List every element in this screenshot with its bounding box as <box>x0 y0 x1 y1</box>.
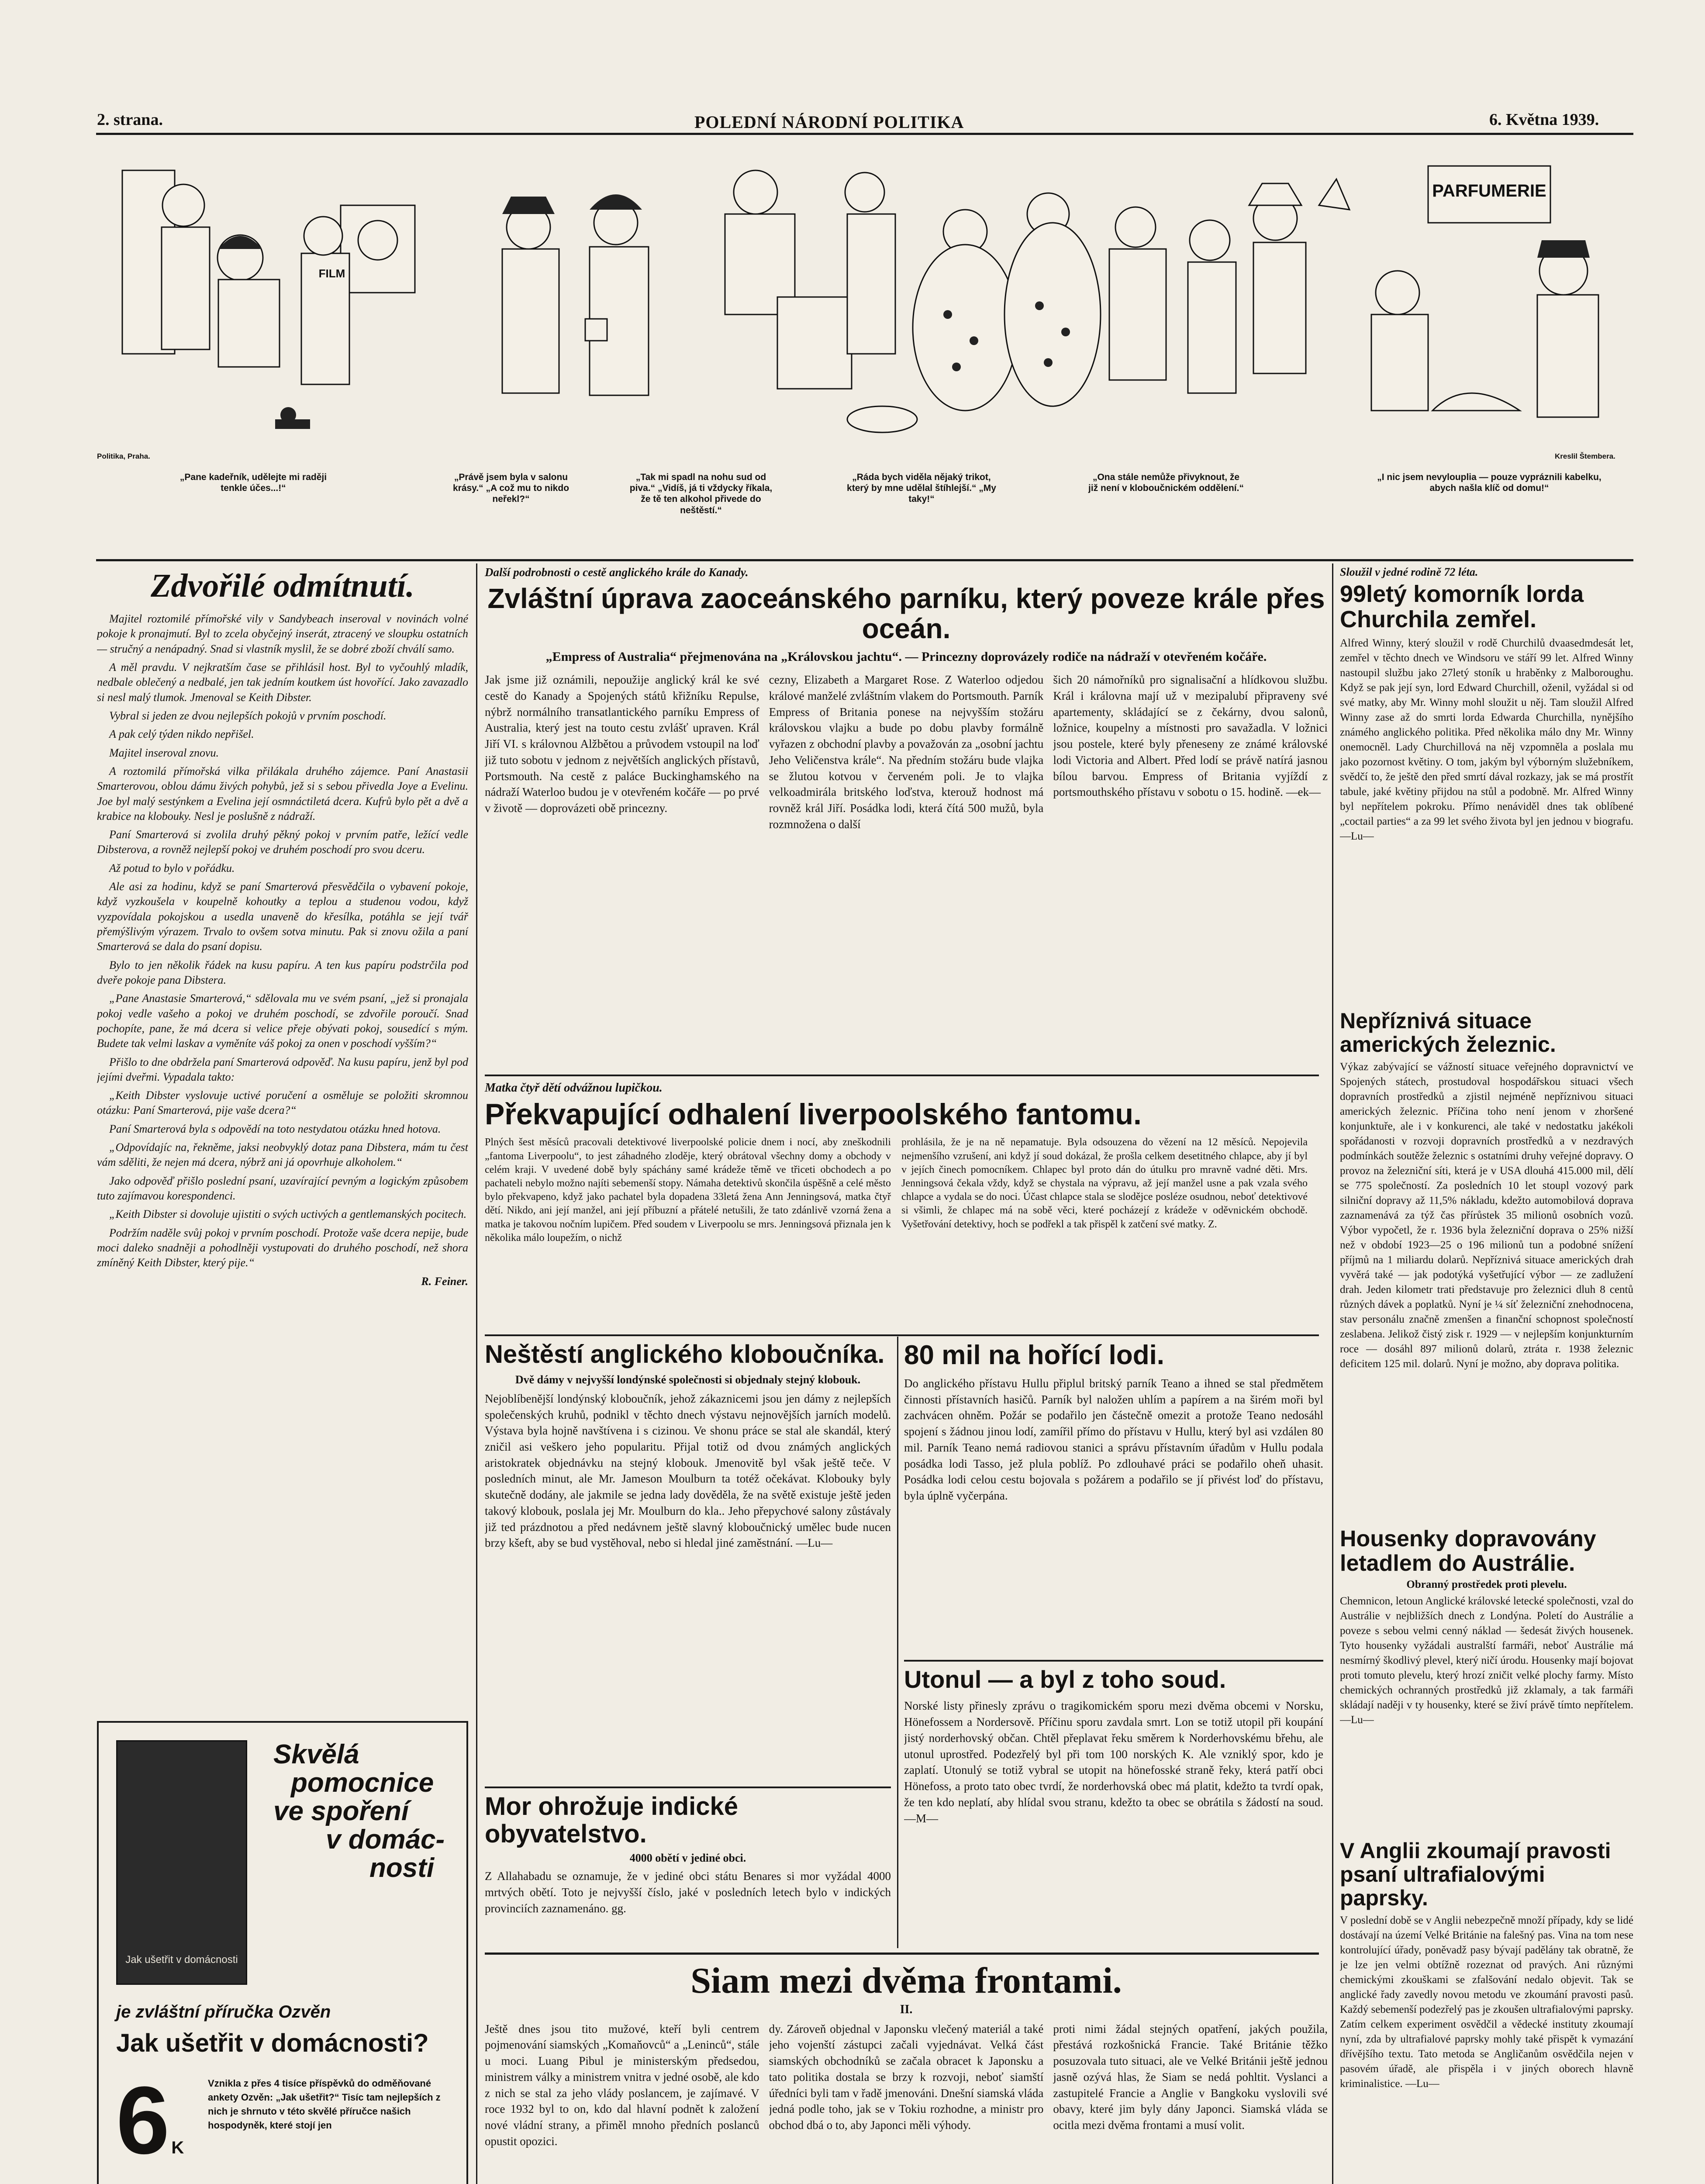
story-body: Nejoblíbenější londýnský kloboučník, jehož zákaznicemi jsou jen dámy z nejlepších společenských kruhů, podnikl v těchto dnech výstavu nejnovějších jarních modelů. Výstava byla hojně navštívena i s cizinou. Ve shonu práce se stal ale skandál, který zničil asi veškero jeho popularitu. Přijal totiž od dvou známých anglických aristokratek objednávku na stejný klobouk. Jmenovitě byl však ještě teče. V posledních minut, ale Mr. Jameson Moulburn ta totéž očekávat. Klobouky byly skutečně dodány, ale jakmile se jedna lady dověděla, že na světě existuje ještě jeden takový klobouk, poslala jej Mr. Moulburn do kla.. Jeho přepychové salony zůstávaly již ted prázdnotou a před nedávnem ještě slavný kloboučnický umělec bude nucen brzy kšeft, aby se bud vystěhoval, nebo si hledal jiné zaměstnání. —Lu— <box>485 1392 891 1550</box>
film-sign: FILM <box>318 267 345 280</box>
cartoon-illustration <box>96 140 1633 454</box>
story-column: Plných šest měsíců pracovali detektivové liverpoolské policie dnem i nocí, aby zneškodnili „fantoma Liverpoolu“, to jest záhadného zloděje, který obrátoval všechny domy a obchody v celém kraji. V uvedené době byly spáchány samé krádeže těmě ve třiceti obchodech a po pachateli nebylo možno najíti sebemenší stopy. Námaha detektivů skončila úspěšně a celé město bylo překvapeno, když jako pachatel byla dopadena 33letá žena Ann Jenningsová, matka čtyř dětí. Nikdo, ani její manžel, ani její příbuzní a přátelé netušili, že tato zdánlivě vzorná žena a matka je takovou nočním lupičem. Před soudem v Liverpoolu se mrs. Jenningsová přiznala jen k několika málo loupežím, o nichž <box>485 1137 891 1244</box>
ad-body: Vznikla z přes 4 tisíce příspěvků do odměňované ankety Ozvěn: „Jak ušetřit?“ Tisíc tam nejlepších z nich je shrnuto v této skvělé příručce našich hospodyněk, které stojí jen <box>208 2078 441 2131</box>
column-divider <box>1332 563 1333 2184</box>
story-title: Siam mezi dvěma frontami. <box>690 1960 1122 2001</box>
cartoon-panel-beauty-salon <box>502 194 649 395</box>
byline: R. Feiner. <box>421 1275 468 1288</box>
paragraph: „Odpovídajíc na, řekněme, jaksi neobvyklý dotaz pana Dibstera, mám tu čest vám sděliti, že nejen má dcera, nýbrž ani já opovrhuje alkoholem.“ <box>97 1141 468 1169</box>
cartoon-caption-6: „I nic jsem nevylouplia — pouze vypráznili kabelku, abych našla klíč od domu!“ <box>1377 472 1601 494</box>
paragraph: Přišlo to dne obdržela paní Smarterová odpověď. Na kusu papíru, jenž byl pod jejími dveřmi. Vypadala takto: <box>97 1055 468 1083</box>
story-body: Z Allahabadu se oznamuje, že v jediné obci státu Benares si mor vyžádal 4000 mrtvých obětí. Toto je nejvyšší číslo, jaké v posledních letech bylo v indických provinciích zaznamenáno. gg. <box>485 1870 891 1915</box>
story-title: Housenky dopravovány letadlem do Austrálie. <box>1340 1526 1596 1576</box>
story-body: Chemnicon, letoun Anglické královské letecké společnosti, vzal do Austrálie v nejbližších dnech z Londýna. Poletí do Austrálie a poveze s sebou velmi cenný náklad — šedesát živých housenek. Tyto housenky vyžádali australští farmáři, neboť Austrálie má nesmírný škodlivý plevel, který ničí úrodu. Housenky mají bojovat proti tomuto plevelu, který hrozí zničit velké plochy farmy. Místo chemických ochranných prostředků již zklamaly, a tak farmáři skládají naději v ty housenky, které se živí právě tímto nepřítelem. —Lu— <box>1340 1595 1633 1726</box>
advert-ozveny <box>97 1721 468 2184</box>
story-subtitle: II. <box>900 2002 913 2016</box>
story-title: 80 mil na hořící lodi. <box>904 1340 1165 1370</box>
ad-headline-line: v domác- <box>326 1825 445 1855</box>
column-divider <box>476 563 477 2184</box>
story-column: Jak jsme již oznámili, nepoužije anglický král ke své cestě do Kanady a Spojených států křižníku Repulse, nýbrž normálního transatlantického parníku Empress of Australia, který jest na touto cestu zvlášť upraven. Král Jiří VI. s královnou Alžbětou a průvodem vstoupil na loď již tuto sobotu v jednom z největších anglických přístavů, Portsmouth. Na cestě z paláce Buckinghamského na nádraží Waterloo budou je v otevřeném kočáře — po prvé v životě — doprovázeti obě princezny. <box>485 673 759 815</box>
perfumery-sign: PARFUMERIE <box>1432 181 1546 200</box>
ad-headline-line: nosti <box>369 1853 435 1883</box>
story-caterpillars <box>1340 1527 1633 1832</box>
section-rule <box>904 1660 1323 1662</box>
story-deck: Obranný prostředek proti plevelu. <box>1406 1579 1567 1591</box>
paragraph: Až potud to bylo v pořádku. <box>109 861 235 874</box>
story-body: Do anglického přístavu Hullu připlul britský parník Teano a ihned se stal předmětem činnosti přístavních hasičů. Parník byl naložen uhlím a papírem a na širém moři byl zachvácen ohněm. Požár se podařilo jen částečně omezit a protože Teano nedosáhl spojení s žádnou jinou lodí, zamířil přímo do přístavu v Hullu, který byl asi vzdálen 80 mil. Parník Teano nemá radiovou stanici a správu přístavním úřadům v Hullu podala posádka lodi Tasso, jež plula poblíž. Po zdlouhavé práci se podařilo oheň uhasit. Posádka lodi celou cestu bojovala s požárem a podařilo se jí přivést loď do přístavu, byla úplně vyčerpána. <box>904 1376 1323 1502</box>
story-body: Alfred Winny, který sloužil v rodě Churchilů dvaasedmdesát let, zemřel v těchto dnech ve Windsoru ve stáří 99 let. Alfred Winny nastoupil službu jako 27letý stoník u hraběnky z Malboroughu. Když se pak její syn, lord Edward Churchill, oženil, vyžádal si od své matky, aby Mr. Winny mohl sloužit u něj. Tam sloužil Alfred Winny zase až do smrti lorda Edwarda Churchilla, nynějšího známého anglického politika. Před několika málo dny Mr. Winny onemocněl. Lady Churchillová na něj vzpomněla a poslala mu jako pozornost květiny. O tom, jakým byl výborným služebníkem, svědčí to, že ještě den před smrtí dával rozkazy, jak se má prostřít tabule, jaké květiny přijdou na stůl a podobně. Mr. Alfred Winny byl nepřítelem pokroku. Přímo nenáviděl dnes tak oblíbené „coctail parties“ a za 99 let svého života byl jen jednou v biografu. —Lu— <box>1340 637 1633 842</box>
paragraph: „Pane Anastasie Smarterová,“ sdělovala mu ve svém psaní, „jež si pronajala pokoj vedle vašeho a pokoj ve druhém poschodí, se zdvořile poroučí. Snad pochopíte, pane, že má dcera si velice přeje obývati pokoj, sousedící s mým. Budete tak velmi laskav a vyměníte váš pokoj za onen v poschodí vyšším?“ <box>97 992 468 1050</box>
cartoon-caption-2: „Právě jsem byla v salonu krásy.“ „A což mu to nikdo neřekl?“ <box>452 472 569 505</box>
paragraph: Vybral si jeden ze dvou nejlepších pokojů v prvním poschodí. <box>109 709 387 722</box>
story-hatter <box>485 1341 891 1778</box>
story-body <box>97 612 468 1572</box>
cartoon-panel-hairdresser <box>122 170 415 429</box>
ad-headline-line: pomocnice <box>291 1768 434 1798</box>
paragraph: Ale asi za hodinu, když se paní Smarterová přesvědčila o vybavení pokoje, když vyzkoušela v koupelně kohoutky a teplou a studenou vodou, když vyzpovídala pokojskou a usedla unaveně do křesílka, potáhla se její tvář přemýšlivým výrazem. Trvalo to ovšem sotva minutu. Pak si znovu ožila a paní Smarterová se dala do psaní dopisu. <box>97 880 468 953</box>
paragraph: Podržím naděle svůj pokoj v prvním poschodí. Protože vaše dcera nepije, bude moci daleko snadněji a pohodlněji vystupovati do druhého poschodí, než shora zmíněný Keith Dibster, který pije.“ <box>97 1226 468 1269</box>
story-column: cezny, Elizabeth a Margaret Rose. Z Waterloo odjedou králové manželé zvláštním vlakem do Portsmouth. Parník Empress of Britania ponese na nejvyšším stožáru královskou vlajku a bude po dobu plavby formálně vyřazen z obchodní plavby a považován za „osobní jachtu Jeho Veličenstva krále“. Na předním stožáru bude vlajka se žlutou kotvou v červeném poli. Je to vlajka velkoadmirála britského loďstva, kterouž hodnost má rovněž král Jiří. Posádka lodi, která čítá 500 mužů, byla rozmnožena o další <box>769 673 1044 831</box>
story-title: Nepříznivá situace amerických železnic. <box>1340 1009 1556 1057</box>
story-body: Výkaz zabývající se vážností situace veřejného dopravnictví ve Spojených státech, prostudoval hospodářskou situaci všech dopravních prostředků a zjistil nejméně nepříznivou situaci amerických železnic. Příčina toho není jenom v zhoršené konjunktuře, ale i v konkurenci, ale také v nedostatku jakékoli spořádanosti v rozvoji dopravních prostředků a v nezdravých podmínkách soutěže železnic s ostatními druhy veřejné dopravy. O provoz na železniční síti, která je v USA dlouhá 415.000 mil, dělí se 775 společností. Za posledních 10 let stoupl vozový park silniční dopravy až 11,5% nákladu, kdežto automobilová doprava zaznamenává za týž čas přírůstek 35 milionů osobních vozů. Výbor vypočetl, že r. 1936 byla železniční doprava o 25% nižší než v období 1923—25 o 196 milionů tun a podobné snížení příjmů na 1 miliardu dolarů. Nepříznivá situace amerických drah vyvěrá také — jak podotýká vyšetřující výbor — ze zadlužení drah. Jeden kilometr trati představuje pro železnici dluh 8 centů různých dávek a poplatků. Nyní je ¼ síť železniční znehodnocena, stav personálu značně zmenšen a finanční schopnost společností zeslabena. Jelikož čistý zisk r. 1929 — v nejlepším konjunkturním roce — dosáhl 897 milionů dolarů, ztráta r. 1938 železnic deficitem 125 mil. dolarů. Nyní je možno, aby doprava politika. <box>1340 1061 1633 1370</box>
ad-line-1: je zvláštní příručka Ozvěn <box>116 2002 331 2022</box>
story-kicker: Matka čtyř dětí odvážnou lupičkou. <box>485 1081 663 1095</box>
story-title: Překvapující odhalení liverpoolského fantomu. <box>485 1098 1142 1131</box>
story-body: V poslední době se v Anglii nebezpečně množí případy, kdy se lidé dostávají na území Velké Británie na falešný pas. Vina na tom nese kontrolující úřady, poněvadž pasy bývají padělány tak obratně, že je lze jen velmi obtížně rozeznat od pravých. Ani různými chemickými zkouškami se zfalšování nedalo objevit. Tak se anglické řady zavedly novou metodu ve zkoumání pravosti pasů. Každý sebemenší podezřelý pas je zkoušen ultrafialovými paprsky. Zatím celkem experiment osvědčil a vědecké instituty zkoumají nyní, zda by ultrafialové paprsky mohly také přispět k vymazání dřívějšího textu. Tato metoda se Angličanům osvědčila nejen v pasovém úřadě, ale přispěla i v jiných oborech hlavně kriminalistice. —Lu— <box>1340 1914 1633 2090</box>
cartoon-panel-beer-barrel <box>725 170 917 432</box>
story-kicker: Sloužil v jedné rodině 72 léta. <box>1340 566 1478 578</box>
story-polite-refusal <box>97 568 468 1590</box>
story-churchill-butler <box>1340 566 1633 1002</box>
ad-price <box>116 2067 204 2174</box>
paragraph: Jako odpověď přišlo poslední psaní, uzavírající pevným a logickým způsobem tuto zajímavou korespondenci. <box>97 1174 468 1203</box>
section-rule <box>485 1075 1319 1076</box>
story-title: 99letý komorník lorda Churchila zemřel. <box>1340 581 1584 633</box>
cartoon-caption-5: „Ona stále nemůže přivyknout, že již není v kloboučnickém oddělení.“ <box>1088 472 1244 494</box>
price-currency: K <box>171 2138 184 2157</box>
section-rule <box>485 1334 1319 1336</box>
section-rule <box>485 1787 891 1788</box>
story-burning-ship <box>904 1341 1323 1655</box>
story-deck: „Empress of Australia“ přejmenována na „Královskou jachtu“. — Princezny doprovázely rodiče na nádraží v otevřeném kočáře. <box>545 650 1267 664</box>
story-column: dy. Zároveň objednal v Japonsku vlečený materiál a také jeho vojenští zástupci začali vyjednávat. Velká část siamských obchodníků se začala obracet k Japonsku a tato politika dostala se brzy k rozvoji, neboť siamští úředníci byli tam v řadě jmenováni. Dnešní siamská vláda jedná podle toho, jak se v Tokiu rozhodne, a ministr pro obchod dbá o to, aby Japonci měli výhody. <box>769 2022 1044 2132</box>
paragraph: Bylo to jen několik řádek na kusu papíru. A ten kus papíru podstrčila pod dveře pokoje pana Dibstera. <box>97 958 468 986</box>
story-title: Mor ohrožuje indické obyvatelstvo. <box>485 1792 739 1848</box>
story-deck: Dvě dámy v nejvyšší londýnské společnosti si objednaly stejný klobouk. <box>515 1373 861 1386</box>
paragraph: Majitel roztomilé přímořské vily v Sandybeach inseroval v novinách volné pokoje k pronajmutí. Byl to zcela obyčejný inserát, ztracený ve sloupku ostatních — stručný a nenápadný. Snad si vlastník myslil, že se dobré zboží chválí samo. <box>97 612 468 655</box>
column-divider <box>897 1337 898 1948</box>
story-title: Zvláštní úprava zaoceánského parníku, který poveze krále přes oceán. <box>487 583 1325 645</box>
story-column: prohlásila, že je na ně nepamatuje. Byla odsouzena do vězení na 12 měsíců. Nepojevila nejmenšího vzrušení, ani když jí soud dokázal, že prošla celkem desetitného chlapce, aby jí byl v jejích činech pomocníkem. Chlapec byl proto dán do útulku pro mravně vadné děti. Mrs. Jenningsová čekala vždy, když se chystala na výpravu, až její manžel usne a pak vzala svého chlapce a vydala se do noci. Účast chlapce stala se slodějce posléze osudnou, neboť detektivové si všimli, že chlapec má na sobě věci, které pocházejí z krádeže v oděvnickém obchodě. Vyšetřování detektivy, hoch se podřekl a tak přispěl k zatčení své matky. Z. <box>901 1137 1308 1230</box>
story-kicker: Další podrobnosti o cestě anglického krále do Kanady. <box>485 566 749 579</box>
ad-headline-line: ve spoření <box>273 1796 409 1827</box>
paragraph: A měl pravdu. V nejkratším čase se přihlásil host. Byl to vyčouhlý mladík, nedbale oblečený a nedbalé, jen tak jedním koutkem úst hovořící. Jako zavazadlo si nesl malý tlumok. Jmenoval se Keith Dibster. <box>97 661 468 704</box>
story-title: V Anglii zkoumají pravosti psaní ultrafialovými paprsky. <box>1340 1838 1611 1910</box>
section-rule <box>485 1952 1319 1955</box>
price-number: 6 <box>116 2067 170 2174</box>
paragraph: Majitel inseroval znovu. <box>109 746 219 759</box>
story-column: šich 20 námořníků pro signalisační a hlídkovou službu. Král i královna mají už v mezipalubí připraveny své apartementy, skládající se z čekárny, dvou salonů, ložnice, koupelny a místnosti pro savažadla. V ložnici jsou postele, které byly přeneseny ze známé královské lodi Victoria and Albert. Před lodí se právě natírá jasnou bílou barvou. Empress of Britania vyjíždí z portsmouthského přístavu v sobotu o 15. hodině. —ek— <box>1053 673 1328 799</box>
cartoon-panel-perfumery <box>1371 166 1598 417</box>
story-siam <box>485 1961 1328 2184</box>
cartoon-caption-1: „Pane kadeřník, udělejte mi raději tenkle účes...!“ <box>179 472 327 494</box>
cartoon-credit-right: Kreslil Štembera. <box>1555 452 1615 460</box>
story-plague <box>485 1793 891 1942</box>
paragraph: „Keith Dibster vyslovuje uctivé poručení a osměluje se položiti skromnou otázku: Paní Smarterová, pije vaše dcera?“ <box>97 1089 468 1117</box>
book-cover-image <box>116 1740 247 1985</box>
book-cover-title: Jak ušetřit v domácnosti <box>125 1954 238 1966</box>
cartoon-caption-3: „Tak mi spadl na nohu sud od piva.“ „Vidíš, já ti vždycky říkala, že tě ten alkohol přivede do neštěstí.“ <box>629 472 773 515</box>
issue-date: 6. Května 1939. <box>1489 111 1599 129</box>
ad-headline-line: Skvělá <box>273 1739 359 1769</box>
paragraph: A roztomilá přímořská vilka přilákala druhého zájemce. Paní Anastasii Smarterovou, oblou dámu živých pohybů, jež si s sebou přivedla Joye a Evelinu. Joe byl malý sestýnkem a Evelina její osmnáctiletá dcera. Kufrů bylo pět a dvě a krabice na klobouky. Nesl je poslušně z nádraží. <box>97 764 468 822</box>
paragraph: Paní Smarterová byla s odpovědí na toto nestydatou otázku hned hotova. <box>109 1122 441 1135</box>
ad-line-2: Jak ušetřit v domácnosti? <box>116 2029 429 2057</box>
cartoon-panel-trikot <box>913 193 1166 411</box>
newspaper-title: POLEDNÍ NÁRODNÍ POLITIKA <box>694 112 964 132</box>
story-column: proti nimi žádal stejných opatření, jakých použila, přestává rozkošnická Francie. Také Británie těžko posuzovala tuto situaci, ale ve Velké Británii ještě jednou jasně ozývá hlas, že Siam se nedá pohltit. Vyslanci a zastupitelé Francie a Anglie v Bangkoku vyslovili své obavy, které jim byly dány Japonci. Siamská vláda se ocitla mezi dvěma frontami a musí volit. <box>1053 2022 1328 2132</box>
story-ultraviolet <box>1340 1839 1633 2184</box>
story-drowned <box>904 1666 1323 1946</box>
cartoon-panel-hat-department <box>1188 179 1350 393</box>
section-rule <box>96 559 1633 561</box>
masthead-rule <box>96 133 1633 135</box>
story-us-railways <box>1340 1009 1633 1520</box>
story-title: Zdvořilé odmítnutí. <box>151 567 414 604</box>
cartoon-strip <box>96 140 1633 454</box>
story-royal-liner <box>485 566 1328 1068</box>
story-deck: 4000 obětí v jediné obci. <box>629 1852 746 1865</box>
story-title: Utonul — a byl z toho soud. <box>904 1666 1226 1693</box>
story-title: Neštěstí anglického kloboučníka. <box>485 1340 885 1368</box>
ad-headline <box>256 1740 466 1882</box>
cartoon-caption-4: „Ráda bych viděla nějaký trikot, který by mne udělal štíhlejší.“ „My taky!“ <box>847 472 996 505</box>
paragraph: A pak celý týden nikdo nepřišel. <box>109 728 254 741</box>
story-body: Norské listy přinesly zprávu o tragikomickém sporu mezi dvěma obcemi v Norsku, Hönefossem a Nordersově. Příčinu sporu zavdala smrt. Lon se totiž utopil při koupání jistý norderhovský občan. Chtěl přeplavat řeku směrem k Norderhovskému břehu, ale utonul uprostřed. Podezřelý byl při tom 100 norských K. Ale vzniklý spor, kdo je zaplatí. Utonulý se totiž vybral se utopit na hönefosské straně řeky, která patří obci Hönefoss, a proto tato obec tvrdí, že norderhovská obec má platit, kdežto ta tvrdí opak, že ten kdo neplatí, aby hlídal svou stranu, kdežto ta obec se obrátila s žádostí na soud. —M— <box>904 1699 1323 1825</box>
cartoon-credit-left: Politika, Praha. <box>97 452 150 460</box>
page-number: 2. strana. <box>97 111 163 129</box>
paragraph: Paní Smarterová si zvolila druhý pěkný pokoj v prvním patře, ležící vedle Dibsterova, a rovněž nejlepší pokoj ve druhém poschodí pro svou dceru. <box>97 828 468 856</box>
story-liverpool-phantom <box>485 1081 1328 1326</box>
paragraph: „Keith Dibster si dovoluje ujistiti o svých uctivých a gentlemanských pocitech. <box>109 1208 467 1221</box>
story-column: Ještě dnes jsou tito mužové, kteří byli centrem pojmenování siamských „Komaňovců“ a „Leninců“, stále u moci. Luang Pibul je ministerským předsedou, ministrem války a ministrem vnitra v jedné osobě, ale kdo z nich se stal za jeho vlády poslancem, je zajímavé. V roce 1932 byl to on, kdo dal hlavní podnět k založení nové vládní strany, a přiměl mnoho předních poslanců opustit opozici. <box>485 2022 759 2148</box>
